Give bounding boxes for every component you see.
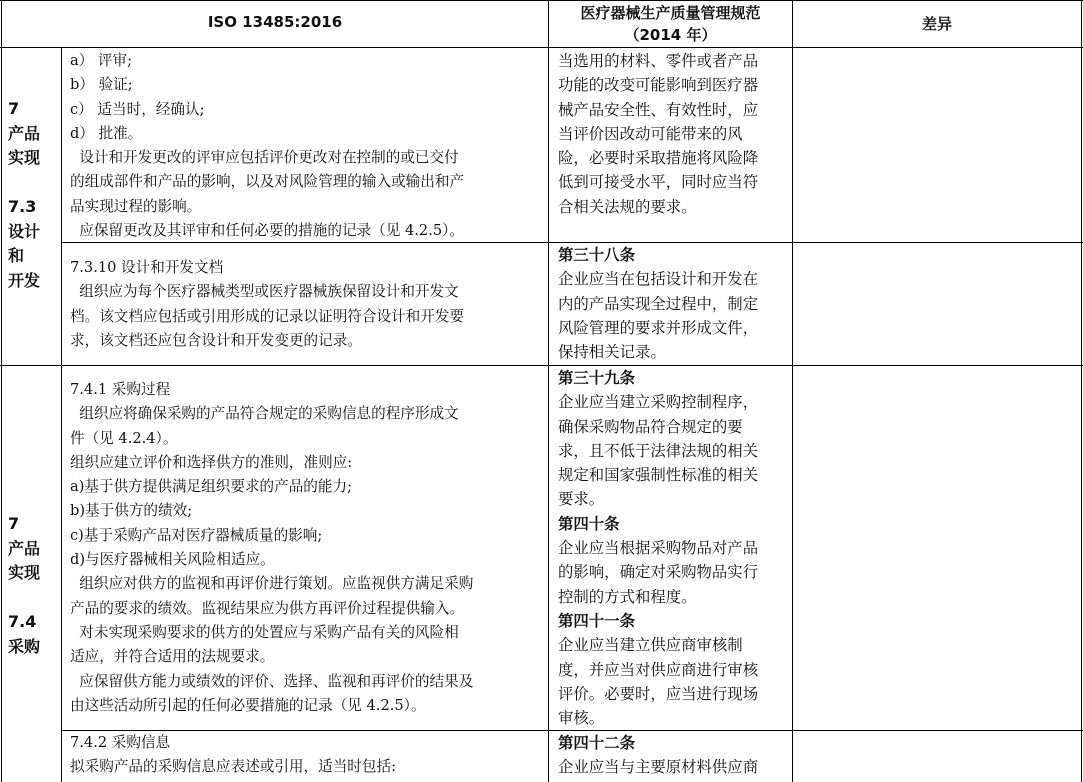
text-line: 企业应当与主要原材料供应商 — [558, 758, 759, 777]
row1-bottom-border — [0, 365, 1083, 366]
text-line: 求，该文档还应包含设计和开发变更的记录。 — [70, 331, 362, 349]
article-heading: 第四十条 — [558, 514, 620, 533]
text-line: 对未实现采购要求的供方的处置应与采购产品有关的风险相 — [70, 623, 459, 641]
text-line: 险，必要时采取措施将风险降 — [558, 149, 759, 168]
article-heading: 第四十二条 — [558, 734, 635, 752]
text-line: 的影响，确定对采购物品实行 — [558, 563, 759, 582]
row1-gmp-text-a — [558, 49, 758, 219]
section-line: 产品 — [8, 538, 41, 558]
text-line: 品实现过程的影响。 — [70, 197, 202, 215]
text-line: 由这些活动所引起的任何必要措施的记录（见 4.2.5）。 — [70, 696, 426, 714]
text-line: 审核。 — [558, 709, 605, 728]
text-line: 组织应建立评价和选择供方的准则，准则应: — [70, 453, 353, 471]
row1-gmp-text-b — [558, 243, 758, 364]
text-line: 控制的方式和程度。 — [558, 587, 697, 606]
text-line: 设计和开发更改的评审应包括评价更改对在控制的或已交付 — [70, 149, 459, 167]
article-heading: 第四十一条 — [558, 611, 635, 630]
text-line: d） 批准。 — [70, 124, 143, 142]
article-heading: 第三十八条 — [558, 246, 635, 264]
header-gmp-title — [549, 2, 792, 46]
section-line: 和 — [8, 246, 25, 265]
text-line: 企业应当建立采购控制程序， — [558, 393, 759, 412]
section-line — [8, 171, 40, 196]
row2-gmp-text-a — [558, 366, 758, 730]
section-line: 7 — [8, 514, 20, 533]
text-line: 合相关法规的要求。 — [558, 197, 697, 216]
text-line: 应保留更改及其评审和任何必要的措施的记录（见 4.2.5）。 — [70, 222, 465, 240]
section-line: 实现 — [8, 563, 41, 582]
header-gmp-line1: 医疗器械生产质量管理规范 — [580, 4, 761, 22]
text-line: 企业应当根据采购物品对产品 — [558, 539, 759, 558]
header-gmp-line2: （2014 年） — [624, 26, 717, 44]
text-line: 档。该文档应包括或引用形成的记录以证明符合设计和开发要 — [70, 307, 465, 325]
section-line: 开发 — [8, 270, 41, 290]
text-line: 7.4.2 采购信息 — [70, 734, 171, 751]
section-line: 7 — [8, 99, 20, 118]
text-line: 件（见 4.2.4）。 — [70, 429, 178, 447]
text-line: 当评价因改动可能带来的风 — [558, 124, 743, 143]
text-line: 企业应当在包括设计和开发在 — [558, 270, 759, 289]
section-line — [8, 586, 40, 611]
col-border-iso — [548, 0, 549, 782]
col-border-gmp — [792, 0, 793, 782]
table-top-border — [0, 0, 1083, 1]
text-line: 组织应对供方的监视和再评价进行策划。应监视供方满足采购 — [70, 575, 474, 593]
text-line: a)基于供方提供满足组织要求的产品的能力; — [70, 478, 353, 496]
text-line: 内的产品实现全过程中，制定 — [558, 294, 759, 313]
col-border-right — [1081, 0, 1082, 782]
text-line: 要求。 — [558, 490, 605, 509]
row1-iso-text-a — [70, 49, 464, 243]
section-line: 设计 — [8, 221, 41, 241]
text-line: b） 验证; — [70, 76, 133, 94]
text-line: d)与医疗器械相关风险相适应。 — [70, 551, 275, 569]
text-line: 拟采购产品的采购信息应表述或引用，适当时包括: — [70, 758, 396, 776]
text-line: 7.4.1 采购过程 — [70, 381, 171, 398]
section-line: 产品 — [8, 123, 41, 143]
text-line: 规定和国家强制性标准的相关 — [558, 466, 759, 485]
text-line: 低到可接受水平，同时应当符 — [558, 173, 759, 192]
text-line: 确保采购物品符合规定的要 — [558, 417, 743, 436]
text-line: 的组成部件和产品的影响，以及对风险管理的输入或输出和产 — [70, 173, 465, 191]
text-line: c)基于采购产品对医疗器械质量的影响; — [70, 526, 323, 544]
col-border-left — [1, 0, 2, 782]
text-line: 企业应当建立供应商审核制 — [558, 636, 743, 655]
row1-iso-text-b — [70, 256, 464, 353]
text-line: b)基于供方的绩效; — [70, 502, 193, 520]
row2-section-label — [8, 512, 40, 659]
header-iso-title: ISO 13485:2016 — [207, 13, 343, 31]
text-line: c） 适当时，经确认; — [70, 100, 205, 118]
text-line: 7.3.10 设计和开发文档 — [70, 259, 224, 276]
section-line: 7.4 — [8, 612, 37, 631]
header-diff-title: 差异 — [921, 15, 952, 33]
text-line: 产品的要求的绩效。监视结果应为供方再评价过程提供输入。 — [70, 599, 465, 617]
article-heading: 第三十九条 — [558, 369, 635, 387]
row1-section-label — [8, 97, 40, 293]
section-line: 实现 — [8, 148, 41, 167]
text-line: 组织应将确保采购的产品符合规定的采购信息的程序形成文 — [70, 405, 459, 423]
text-line: 保持相关记录。 — [558, 343, 666, 362]
text-line: 械产品安全性、有效性时，应 — [558, 100, 759, 119]
row2-gmp-text-b — [558, 731, 758, 780]
text-line: 评价。必要时，应当进行现场 — [558, 684, 759, 703]
text-line: 当选用的材料、零件或者产品 — [558, 52, 759, 70]
header-bottom-border — [0, 47, 1083, 48]
text-line: 功能的改变可能影响到医疗器 — [558, 76, 759, 95]
row2-iso-text-a — [70, 378, 473, 718]
text-line: 应保留供方能力或绩效的评价、选择、监视和再评价的结果及 — [70, 672, 474, 690]
text-line: 风险管理的要求并形成文件， — [558, 318, 759, 337]
section-line: 采购 — [8, 636, 41, 656]
section-line: 7.3 — [8, 197, 37, 216]
text-line: 度，并应当对供应商进行审核 — [558, 660, 759, 679]
row2-iso-text-b — [70, 731, 396, 780]
col-border-section — [61, 47, 62, 782]
text-line: 求，且不低于法律法规的相关 — [558, 441, 759, 460]
text-line: a） 评审; — [70, 52, 133, 69]
text-line: 组织应为每个医疗器械类型或医疗器械族保留设计和开发文 — [70, 283, 459, 301]
text-line: 适应，并符合适用的法规要求。 — [70, 648, 275, 666]
